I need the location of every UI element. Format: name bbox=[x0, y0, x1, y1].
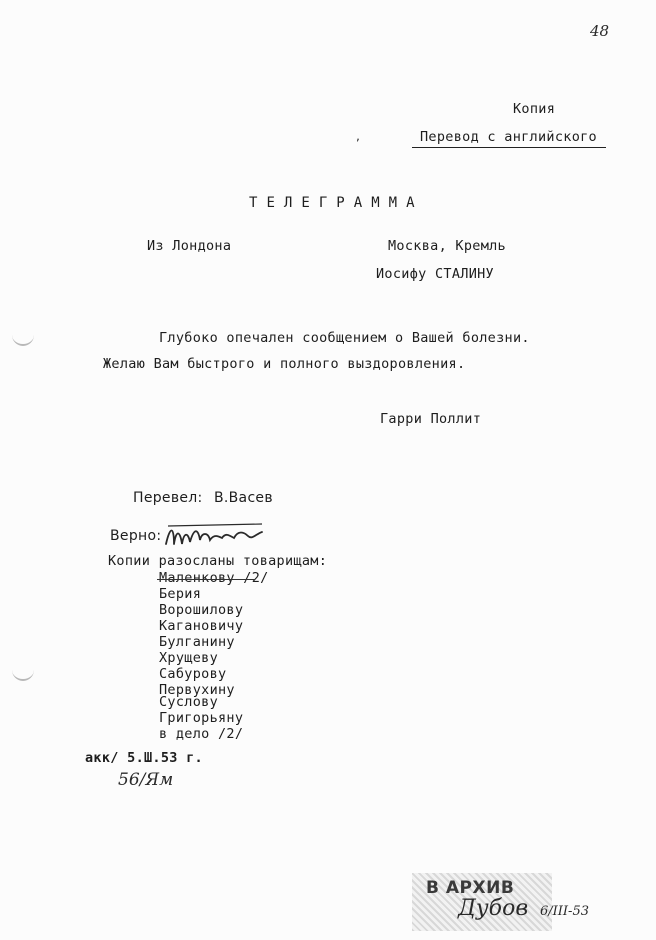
strike-mark bbox=[157, 579, 255, 580]
body-line-1: Глубоко опечален сообщением о Вашей болезни. bbox=[159, 330, 530, 346]
distribution-label: Копии разосланы товарищам: bbox=[108, 553, 328, 569]
recipient-item: Булганину bbox=[159, 634, 235, 650]
recipient-item: Берия bbox=[159, 586, 202, 602]
copy-label: Копия bbox=[513, 101, 556, 117]
sender-location: Из Лондона bbox=[147, 238, 232, 254]
recipient-item: Григорьяну bbox=[159, 710, 244, 726]
archive-date: 6/III-53 bbox=[540, 904, 589, 919]
punch-hole-mark bbox=[12, 665, 34, 681]
translation-note: Перевод с английского bbox=[420, 129, 597, 145]
signature: Гарри Поллит bbox=[380, 411, 482, 427]
recipient-item: Суслову bbox=[159, 694, 218, 710]
recipient-item: в дело /2/ bbox=[159, 726, 244, 742]
translator-label: Перевел: bbox=[133, 490, 203, 506]
destination-place: Москва, Кремль bbox=[388, 238, 506, 254]
recipient-item: Маленкову /2/ bbox=[159, 570, 269, 586]
body-line-2: Желаю Вам быстрого и полного выздоровления. bbox=[103, 356, 466, 372]
archive-handwritten: Дубов bbox=[458, 896, 529, 921]
punch-hole-mark bbox=[12, 330, 34, 346]
archive-stamp-text: В АРХИВ bbox=[426, 878, 515, 898]
recipient-item: Ворошилову bbox=[159, 602, 244, 618]
recipient-item: Первухину bbox=[159, 682, 235, 698]
addressee: Иосифу СТАЛИНУ bbox=[376, 266, 494, 282]
translator-name: В.Васев bbox=[214, 490, 273, 506]
verified-label: Верно: bbox=[110, 528, 162, 544]
verification-signature bbox=[162, 518, 272, 552]
archive-page-number: 48 bbox=[590, 22, 610, 40]
handwritten-note: 56/Ям bbox=[118, 770, 174, 790]
footer-ref: акк/ 5.Ш.53 г. bbox=[85, 750, 203, 766]
recipient-item: Хрущеву bbox=[159, 650, 218, 666]
recipient-item: Сабурову bbox=[159, 666, 227, 682]
translation-underline bbox=[412, 147, 606, 148]
document-page: 48 Копия Перевод с английского , Т Е Л Е Г Р А М М А Из Лондона Москва, Кремль Иосифу СТАЛИНУ Глубоко опечален сообщением о Вашей болезни. Желаю Вам быстрого и полного выздоровления. Гарри Поллит Перевел: В.Васев Верно: Копии разосланы товарищам: Маленкову /2/ Берия Ворошилову Кагановичу Булганину Хрущеву Сабурову Первухину Суслову Григорьяну в дело /2/ акк/ 5.Ш.53 г. 56/Ям В АРХИВ Дубов 6/III-53 bbox=[0, 0, 656, 940]
telegram-title: Т Е Л Е Г Р А М М А bbox=[249, 195, 415, 211]
recipient-item: Кагановичу bbox=[159, 618, 244, 634]
